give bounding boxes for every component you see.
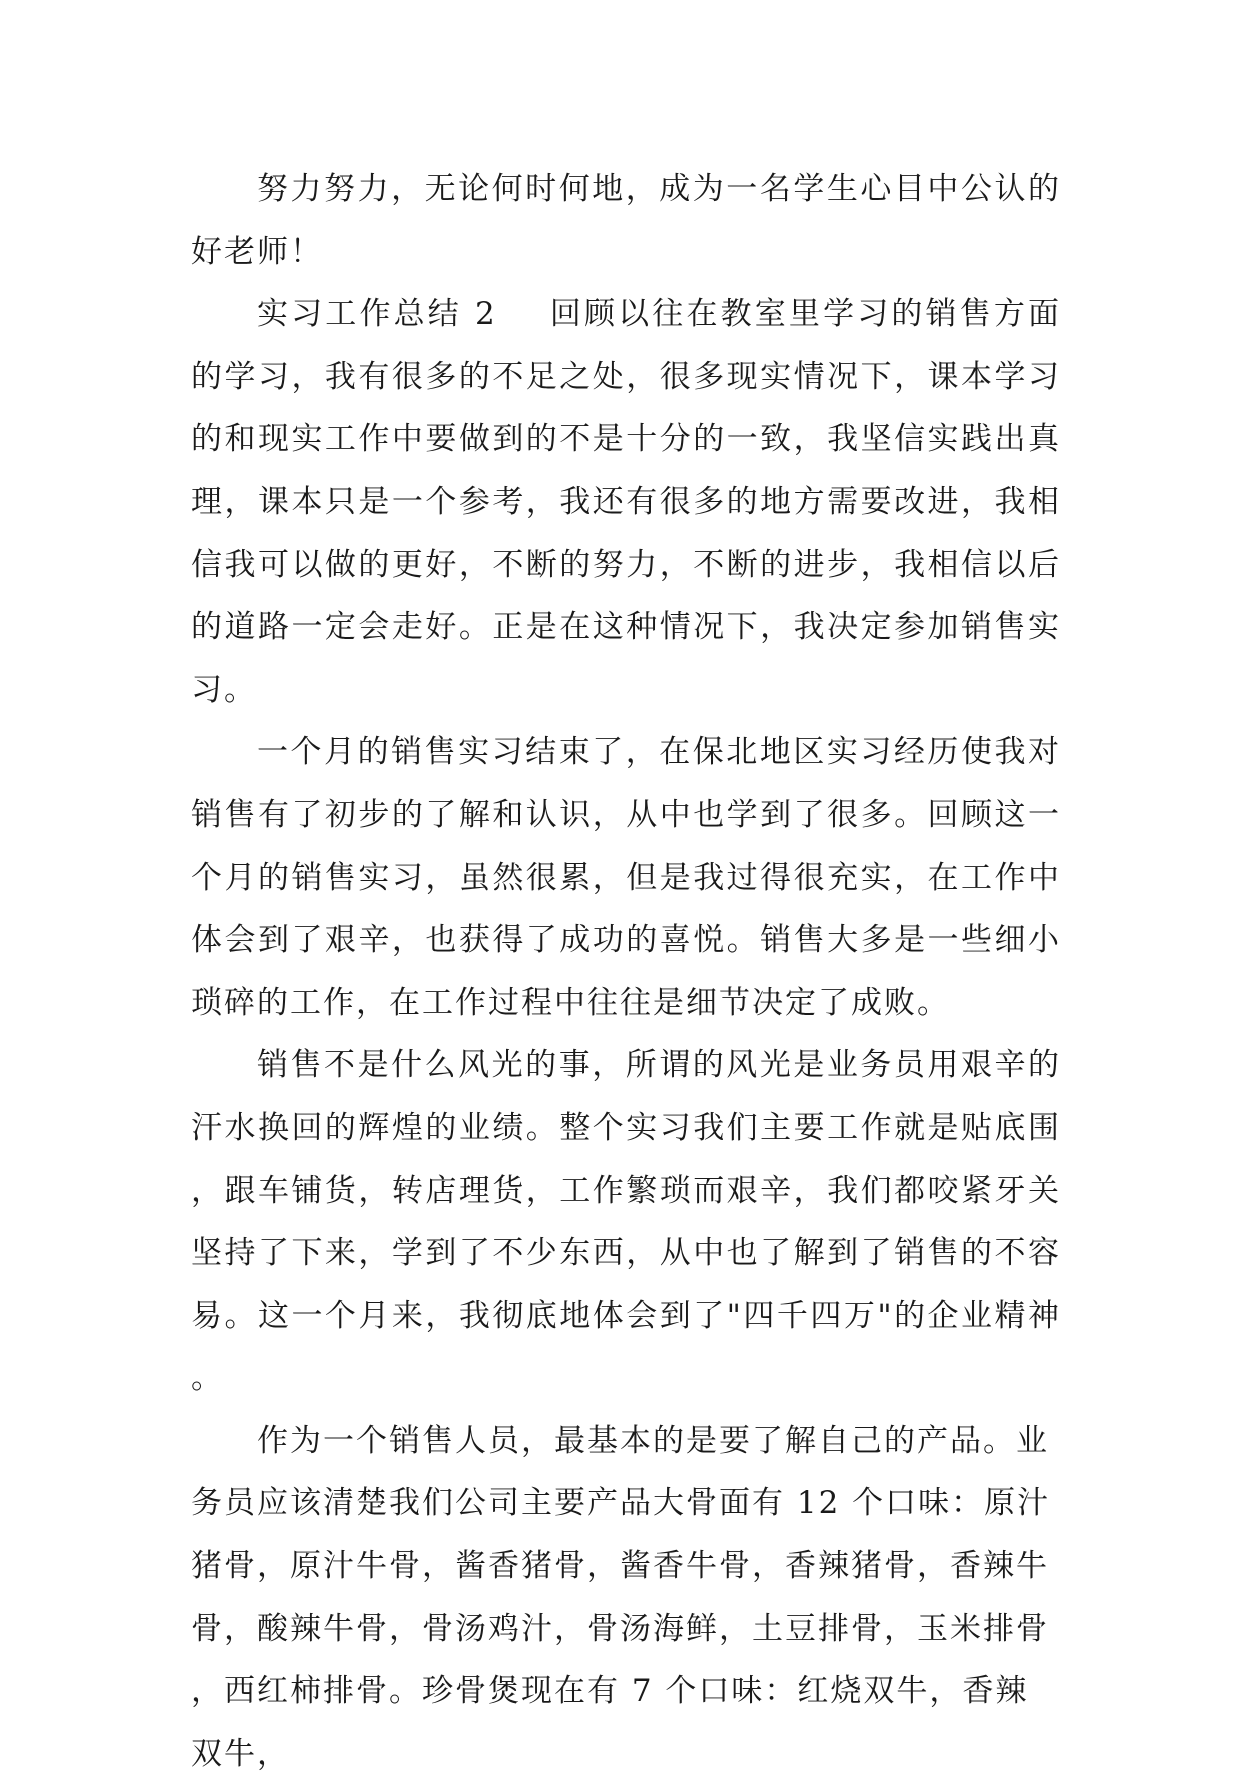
- paragraph-sales-hardship: 销售不是什么风光的事，所谓的风光是业务员用艰辛的汗水换回的辉煌的业绩。整个实习我们主要工作就是贴底围，跟车铺货，转店理货，工作繁琐而艰辛，我们都咬紧牙关坚持了下来，学到了不少东西，从中也了解到了销售的不容易。这一个月来，我彻底地体会到了"四千四万"的企业精神。: [191, 1047, 1061, 1397]
- paragraph-internship-summary: [191, 283, 1061, 721]
- paragraph-products: 作为一个销售人员，最基本的是要了解自己的产品。业务员应该清楚我们公司主要产品大骨面有 12 个口味：原汁猪骨，原汁牛骨，酱香猪骨，酱香牛骨，香辣猪骨，香辣牛骨，酸辣牛骨，骨汤鸡汁，骨汤海鲜，土豆排骨，玉米排骨，西红柿排骨。珍骨煲现在有 7 个口味：红烧双牛，香辣双牛，: [191, 1422, 1051, 1772]
- section-heading: 实习工作总结 2: [257, 296, 497, 333]
- paragraph-text: 回顾以往在教室里学习的销售方面的学习，我有很多的不足之处，很多现实情况下，课本学习的和现实工作中要做到的不是十分的一致，我坚信实践出真理，课本只是一个参考，我还有很多的地方需要改进，我相信我可以做的更好，不断的努力，不断的进步，我相信以后的道路一定会走好。正是在这种情况下，我决定参加销售实习。: [191, 296, 1062, 708]
- paragraph-one-month: 一个月的销售实习结束了，在保北地区实习经历使我对销售有了初步的了解和认识，从中也学到了很多。回顾这一个月的销售实习，虽然很累，但是我过得很充实，在工作中体会到了艰辛，也获得了成功的喜悦。销售大多是一些细小琐碎的工作，在工作过程中往往是细节决定了成败。: [191, 734, 1061, 1021]
- paragraph-closing: 努力努力，无论何时何地，成为一名学生心目中公认的好老师！: [191, 171, 1061, 270]
- document-body: [191, 158, 1061, 1785]
